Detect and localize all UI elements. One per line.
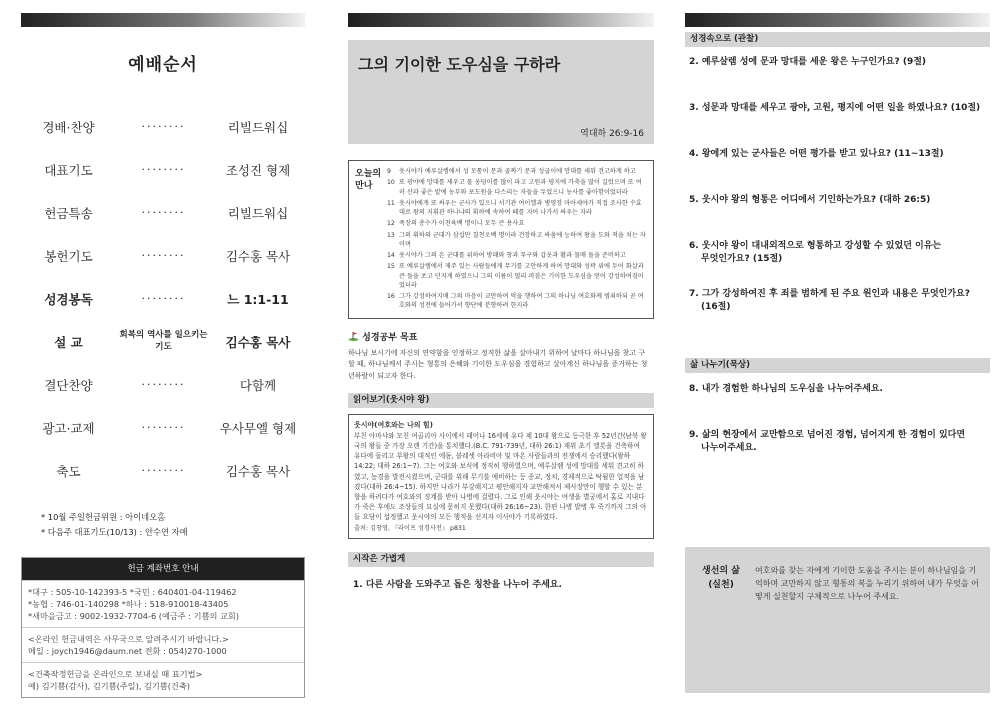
bank-accounts: [22, 580, 304, 627]
order-row: [21, 406, 305, 449]
question-text: 3. 성문과 망대를 세우고 광야, 고원, 평지에 어떤 일을 하였나요? (10절): [689, 103, 981, 113]
order-item-name: 봉헌기도: [44, 248, 93, 264]
order-item-name: 광고·교제: [42, 420, 95, 436]
verse-list: [387, 167, 647, 313]
sermon-panel: [348, 0, 654, 706]
verse: [387, 251, 647, 260]
question-text: 9. 삶의 현장에서 교만함으로 넘어진 경험, 넘어지게 한 경험이 있다면: [689, 430, 966, 440]
naming-info: [22, 662, 304, 697]
verse-text: 웃시야가 그의 온 군대를 위하여 방패와 창과 투구와 갑옷과 활과 물매 돌을 준비하고: [399, 252, 626, 260]
manna-label: 오늘의 만나: [355, 169, 382, 191]
reading-box: [348, 414, 654, 539]
note-line: * 10월 주일헌금위원 : 아이네오홈: [41, 512, 166, 522]
order-item-dots: ········: [141, 292, 186, 305]
question-text: 7. 그가 강성하여진 후 죄를 범하게 된 주요 원인과 내용은 무엇인가요?: [689, 289, 970, 299]
order-item-name: 헌금특송: [44, 205, 93, 221]
question-text: 6. 웃시야 왕이 대내외적으로 형통하고 강성할 수 있었던 이유는: [689, 241, 942, 251]
verse-number: 9: [387, 168, 391, 175]
order-item-dots: ········: [141, 378, 186, 391]
reading-section-bar: 읽어보기(웃시야 왕): [348, 393, 654, 408]
verse: [387, 167, 647, 176]
verse: [387, 231, 647, 249]
verse-number: 14: [387, 252, 395, 260]
order-item-name: 설 교: [54, 334, 83, 350]
question: [685, 288, 990, 314]
order-item-name: 축도: [56, 463, 81, 479]
verse: [387, 178, 647, 196]
info-line: <건축작정헌금을 온라인으로 보내실 때 표기법>: [28, 669, 203, 679]
verse-number: 10: [387, 179, 395, 187]
verse-text: 또 예루살렘에서 재주 있는 사람들에게 무기를 고안하게 하여 망대와 성곽 위에 두어 화살과 큰 돌을 쏘고 던지게 하였으니 그의 이름이 멀리 퍼짐은 기이한 도우심을 얻어 강성하여짐이었더라: [399, 263, 644, 289]
sharing-section-bar: 삶 나누기(묵상): [685, 358, 990, 373]
bank-account-box: [21, 557, 305, 698]
scripture-reference: 역대하 26:9-16: [580, 129, 644, 139]
order-item-name: 대표기도: [44, 162, 93, 178]
worship-order-title: 예배순서: [128, 55, 198, 75]
sermon-title: 그의 기이한 도우심을 구하라: [358, 55, 561, 74]
order-item-dots: ········: [141, 163, 186, 176]
verse: [387, 219, 647, 228]
question: [685, 383, 990, 396]
order-item-leader: 리빌드워십: [227, 205, 289, 221]
verse-number: 12: [387, 220, 395, 228]
order-item-name: 결단찬양: [44, 377, 93, 393]
icebreaker-question: 1. 다른 사람을 도와주고 돕은 칭찬을 나누어 주세요.: [353, 580, 562, 591]
order-item-name: 경배·찬양: [42, 119, 95, 135]
study-goal-title: 성경공부 목표: [362, 332, 418, 343]
practice-box: [685, 547, 990, 693]
order-item-dots: ········: [141, 206, 186, 219]
question-text-cont: (16절): [701, 302, 731, 312]
question: [685, 240, 990, 266]
verse-number: 16: [387, 293, 395, 301]
flag-icon: [348, 331, 359, 341]
info-line: 예) 김기쁨(감사), 김기쁨(주일), 김기쁨(건축): [28, 681, 190, 691]
order-row: [21, 105, 305, 148]
worship-notes: [41, 510, 305, 540]
account-line: *새마을금고 : 9002-1932-7704-6 (예금주 : 기쁨의 교회): [28, 611, 240, 621]
info-line: <온라인 헌금내역은 사무국으로 알려주시기 바랍니다.>: [28, 634, 229, 644]
order-row: [21, 191, 305, 234]
question-text: 8. 내가 경험한 하나님의 도우심을 나누어주세요.: [689, 384, 883, 394]
account-line: *대구 : 505-10-142393-5 *국민 : 640401-04-119462: [28, 587, 237, 597]
verse: [387, 262, 647, 290]
account-line: *농협 : 746-01-140298 *하나 : 518-910018-43405: [28, 599, 229, 609]
order-row: [21, 363, 305, 406]
online-offering-info: [22, 627, 304, 662]
order-item-leader: 김수홍 목사: [225, 334, 291, 350]
order-item-dots: ········: [141, 464, 186, 477]
study-goal-heading: [348, 330, 654, 343]
order-item-leader: 김수홍 목사: [225, 463, 291, 479]
order-item-dots: ········: [141, 120, 186, 133]
reading-text: 부친 아마샤와 모친 여골리아 사이에서 태어나 16세에 유다 제 10대 왕으로 등극한 후 52년간(남북 왕국의 왕들 중 가장 오랜 기간)을 통치했다.(B.C. 791-739년, 대하 26:1) 재위 초기 엘롯을 건축하여 유다에 돌리고 부왕의 대적인 에돔, 블레셋 아라비아 및 마온 사람들과의 전쟁에서 승리했다(왕하14:22; 대하 26:1~7). 그는 여호와 보식에 정직히 행하였으며, 예루살렘 성에 망대를 세워 견고히 하였고, 농경을 발전시켰으며, 군대를 위해 무기를 예비하는 등 종교, 정치, 경제적으로 탁월한 업적을 남겼다(대하 26:4~15). 하지만 나라가 부강해지고 평안해지자 교만해져서 제사장만이 행할 수 있는 분향을 하려다가 여호와의 징계를 받아 나병에 걸렸다. 그로 인해 웃시야는 여생을 별궁에서 홀로 지내다가 죽은 후에도 조상들의 묘실에 묻히지 못했다(대하 26:16~23). 한편 나병 발병 후 죽기까지 그의 아들 요담이 섭정했고 웃시야의 모든 행적을 선지자 이사야가 기록하였다.: [354, 432, 647, 521]
info-line: 메일 : joych1946@daum.net 전화 : 054)270-1000: [28, 646, 227, 656]
practice-text: 여호와를 찾는 자에게 기이한 도움을 주시는 분이 하나님임을 기억하며 교만하지 않고 형통의 복을 누리기 위하여 내가 무엇을 어떻게 실천할지 구체적으로 나누어 주세요.: [755, 566, 979, 601]
verse-number: 11: [387, 199, 395, 207]
order-row: [21, 234, 305, 277]
icebreaker-section-bar: 시작은 가볍게: [348, 552, 654, 567]
order-row: [21, 277, 305, 320]
verse-text: 웃시야에게 또 싸우는 군사가 있으니 서기관 여이엘과 병영장 마아세야가 직접 조사한 수효대로 왕의 지휘관 하나냐의 휘하에 속하여 떼를 지어 나가서 싸우는 자라: [399, 199, 642, 216]
order-item-name: 성경봉독: [44, 291, 93, 307]
question-text-cont: 나누어주세요.: [701, 443, 757, 453]
verse-text: 그가 강성하여지매 그의 마음이 교만하여 악을 행하여 그의 하나님 여호와께 범죄하되 곧 여호와의 성전에 들어가서 향단에 분향하려 한지라: [399, 293, 644, 310]
sermon-subtitle: 회복의 역사를 일으키는 기도: [119, 330, 208, 352]
worship-order-panel: [21, 0, 305, 706]
question-text-cont: 무엇인가요? (15절): [701, 254, 783, 264]
order-item-leader: 다함께: [239, 377, 277, 393]
study-panel: [685, 0, 990, 706]
reading-source: 출처: 김창영, 『라이프 성경사전』 p831: [354, 525, 466, 533]
worship-order-list: [21, 105, 305, 492]
order-item-leader: 김수홍 목사: [225, 248, 291, 264]
verse: [387, 199, 647, 217]
question: [685, 194, 990, 207]
header-gradient-bar: [348, 13, 654, 27]
question-text: 4. 왕에게 있는 군사들은 어떤 평가를 받고 있나요? (11~13절): [689, 149, 944, 159]
order-item-dots: ········: [141, 421, 186, 434]
study-goal-text: 하나님 보시기에 자신의 연약함을 인정하고 정직한 삶을 살아내기 위하여 날마다 하나님을 찾고 구할 때, 하나님께서 주시는 형통의 은혜와 기이한 도우심을 경험하고 살아계신 하나님을 증거하는 청년하람이 되고자 한다.: [348, 348, 648, 380]
todays-manna-box: [348, 160, 654, 319]
sermon-title-box: [348, 40, 654, 144]
observation-section-bar: 성경속으로 (관찰): [685, 32, 990, 47]
verse: [387, 292, 647, 310]
question: [685, 429, 990, 455]
header-gradient-bar: [685, 13, 990, 27]
order-row: [21, 449, 305, 492]
question: [685, 56, 990, 69]
verse-text: 웃시야가 예루살렘에서 성 모퉁이 문과 골짜기 문과 성굽이에 망대를 세워 견고하게 하고: [399, 168, 636, 175]
reading-subtitle: 웃시야(여호와는 나의 힘): [354, 421, 433, 430]
order-item-leader: 우사무엘 형제: [219, 420, 297, 436]
verse-number: 15: [387, 263, 395, 271]
verse-text: 또 광야에 망대를 세우고 물 웅덩이를 많이 파고 고원과 평지에 가축을 많이 길렀으며 또 여러 산과 좋은 밭에 농부와 포도원을 다스리는 자들을 두었으니 농사를 좋아함이었더라: [399, 179, 642, 196]
bank-header: 헌금 계좌번호 안내: [22, 558, 304, 580]
order-row: [21, 148, 305, 191]
order-item-leader: 리빌드워십: [227, 119, 289, 135]
order-item-dots: ········: [141, 249, 186, 262]
order-item-leader: 느 1:1-11: [227, 291, 289, 307]
verse-text: 족장의 총수가 이천육백 명이니 모두 큰 용사요: [399, 220, 525, 228]
question: [685, 148, 990, 161]
verse-text: 그의 휘하의 군대가 삼십만 칠천오백 명이라 건장하고 싸움에 능하여 왕을 도와 적을 치는 자이며: [399, 231, 646, 248]
practice-title: 생선의 삶 (실천): [702, 566, 740, 590]
question: [685, 102, 990, 115]
verse-number: 13: [387, 231, 395, 239]
order-row: [21, 320, 305, 363]
question-text: 5. 웃시야 왕의 형통은 어디에서 기인하는가요? (대하 26:5): [689, 195, 931, 205]
question-text: 2. 예루살렘 성에 문과 망대를 세운 왕은 누구인가요? (9절): [689, 57, 927, 67]
note-line: * 다음주 대표기도(10/13) : 안수연 자매: [41, 527, 188, 537]
order-item-leader: 조성진 형제: [225, 162, 291, 178]
header-gradient-bar: [21, 13, 305, 27]
